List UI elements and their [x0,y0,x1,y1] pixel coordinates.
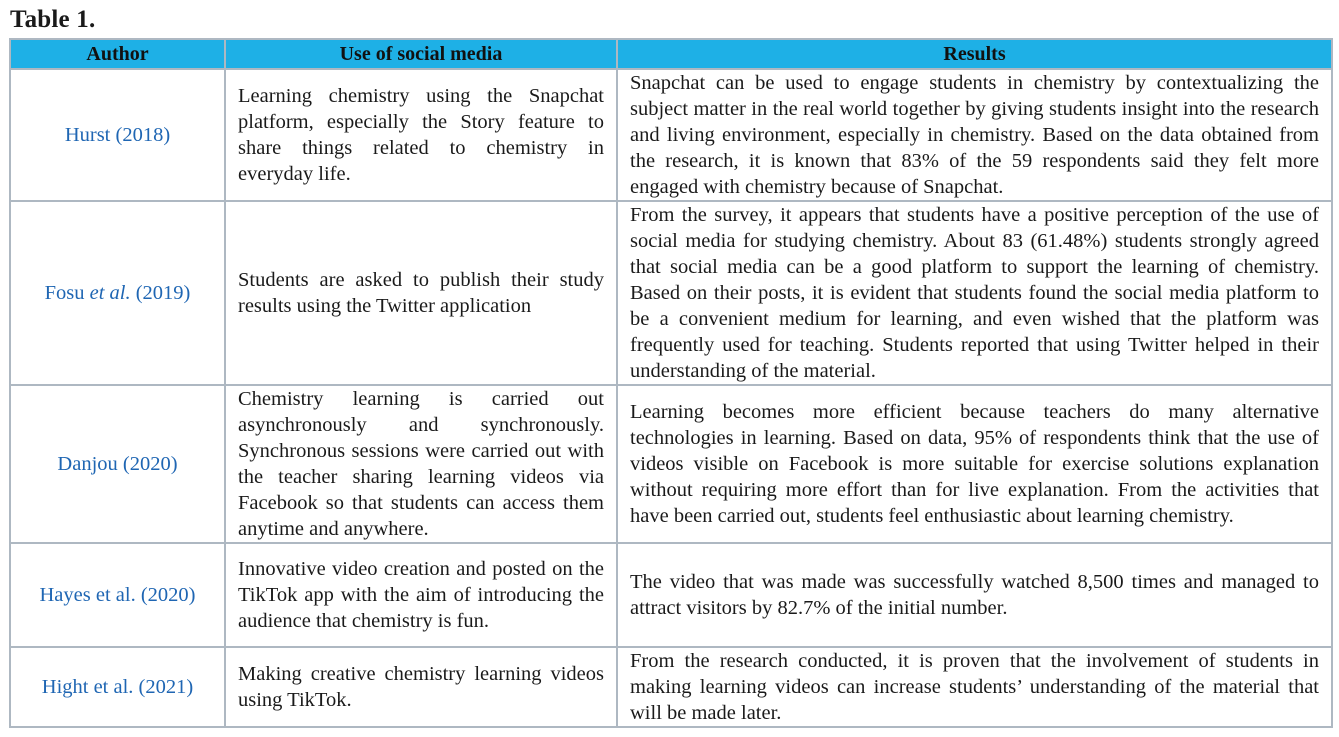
use-cell: Learning chemistry using the Snapchat platform, especially the Story feature to share things related to chemistry in everyday life. [225,69,617,201]
author-cell [10,201,225,385]
table-caption: Table 1. [10,6,96,33]
results-cell: From the survey, it appears that students have a positive perception of the use of social media for studying chemistry. About 83 (61.48%) students strongly agreed that social media can be a good platform to support the learning of chemistry. Based on their posts, it is evident that students found the social media platform to be a convenient medium for learning, and even wished that the platform was frequently used for teaching. Students reported that using Twitter helped in their understanding of the material. [617,201,1332,385]
header-results: Results [617,39,1332,69]
table-row [10,543,1332,647]
author-cell: Hurst (2018) [10,69,225,201]
results-cell: Snapchat can be used to engage students in chemistry by contextualizing the subject matter in the real world together by giving students insight into the research and living environment, especially in chemistry. Based on the data obtained from the research, it is known that 83% of the 59 respondents said they felt more engaged with chemistry because of Snapchat. [617,69,1332,201]
author-cell: Danjou (2020) [10,385,225,543]
author-cell: Hayes et al. (2020) [10,543,225,647]
use-cell: Making creative chemistry learning videos using TikTok. [225,647,617,727]
use-cell: Students are asked to publish their study results using the Twitter application [225,201,617,385]
author-etal: et al. [89,282,131,304]
author-name: Fosu [44,282,85,304]
table-row [10,69,1332,201]
table-row [10,201,1332,385]
header-use: Use of social media [225,39,617,69]
table-row [10,647,1332,727]
social-media-table [9,38,1333,728]
results-cell: From the research conducted, it is proven that the involvement of students in making learning videos can increase students’ understanding of the material that will be made later. [617,647,1332,727]
table-header-row [10,39,1332,69]
header-author: Author [10,39,225,69]
table-row [10,385,1332,543]
use-cell: Innovative video creation and posted on the TikTok app with the aim of introducing the audience that chemistry is fun. [225,543,617,647]
results-cell: Learning becomes more efficient because teachers do many alternative technologies in learning. Based on data, 95% of respondents think that the use of videos visible on Facebook is more suitable for exercise solutions explanation without requiring more effort than for live explanation. From the activities that have been carried out, students feel enthusiastic about learning chemistry. [617,385,1332,543]
results-cell: The video that was made was successfully watched 8,500 times and managed to attract visitors by 82.7% of the initial number. [617,543,1332,647]
use-cell: Chemistry learning is carried out asynchronously and synchronously. Synchronous sessions were carried out with the teacher sharing learning videos via Facebook so that students can access them anytime and anywhere. [225,385,617,543]
author-cell: Hight et al. (2021) [10,647,225,727]
author-year: (2019) [135,282,191,304]
